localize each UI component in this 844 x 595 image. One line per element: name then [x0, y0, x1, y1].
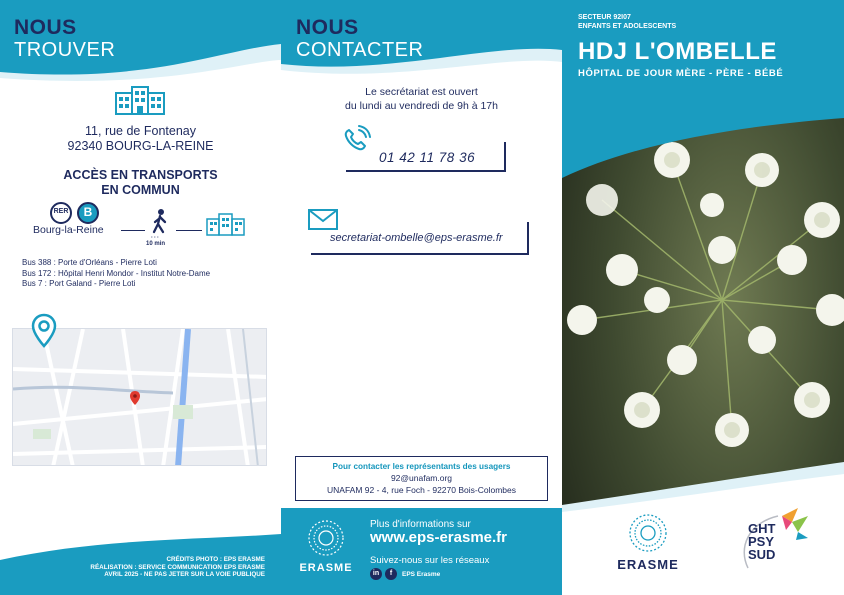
phone-icon	[341, 124, 375, 154]
social-handle: EPS Erasme	[402, 570, 441, 578]
more-info-text: Plus d'informations sur	[370, 519, 471, 530]
sector-line1: SECTEUR 92I07	[578, 14, 631, 21]
station-name: Bourg-la-Reine	[33, 224, 104, 236]
address-street: 11, rue de Fontenay	[85, 124, 196, 138]
bus-line: Bus 7 : Port Galand - Pierre Loti	[22, 279, 136, 288]
credits	[15, 556, 265, 579]
representatives-box	[295, 456, 548, 501]
facebook-icon[interactable]: f	[385, 568, 397, 580]
contact-title-line1: NOUS	[296, 16, 359, 39]
credits-notice: AVRIL 2025 - NE PAS JETER SUR LA VOIE PUBLIQUE	[104, 571, 265, 578]
cover-title: HDJ L'OMBELLE	[578, 38, 777, 65]
credits-photo: CRÉDITS PHOTO : EPS ERASME	[166, 556, 265, 563]
find-us-title-line2: TROUVER	[14, 39, 116, 61]
cover-art	[562, 0, 844, 595]
rer-label: RER	[53, 208, 69, 215]
opening-hours	[281, 86, 562, 113]
panel-cover	[562, 0, 844, 595]
bus-line: Bus 388 : Porte d'Orléans - Pierre Loti	[22, 258, 157, 267]
bus-line: Bus 172 : Hôpital Henri Mondor - Institut Notre-Dame	[22, 268, 211, 278]
social-links	[370, 568, 440, 580]
route-line-left	[121, 230, 145, 231]
linkedin-icon[interactable]: in	[370, 568, 382, 580]
follow-text: Suivez-nous sur les réseaux	[370, 555, 490, 566]
mail-icon	[307, 208, 339, 232]
sector-line2: ENFANTS ET ADOLESCENTS	[578, 22, 677, 30]
hours-line1: Le secrétariat est ouvert	[365, 86, 478, 98]
access-heading-line2: EN COMMUN	[101, 183, 180, 197]
sector-label	[578, 14, 676, 31]
panel-find-us	[0, 0, 281, 595]
ght-psy-sud-logo	[748, 522, 798, 561]
location-marker-icon	[31, 313, 57, 349]
address-city: 92340 BOURG-LA-REINE	[67, 139, 214, 153]
find-us-title-line1: NOUS	[14, 16, 77, 39]
phone-number[interactable]: 01 42 11 78 36	[379, 150, 476, 165]
ght-logo-line3: SUD	[748, 547, 776, 562]
info-footer	[281, 508, 562, 595]
representatives-title: Pour contacter les représentants des usagers	[332, 462, 511, 471]
panel-contact-us	[281, 0, 562, 595]
pedestrian-icon	[150, 208, 172, 234]
erasme-logo-icon	[624, 512, 672, 554]
walk-dots: ···	[151, 235, 160, 241]
email-address[interactable]: secretariat-ombelle@eps-erasme.fr	[330, 232, 503, 244]
representatives-email[interactable]: 92@unafam.org	[390, 473, 453, 483]
credits-production: RÉALISATION : SERVICE COMMUNICATION EPS ERASME	[90, 563, 265, 571]
building-icon-small	[205, 213, 247, 236]
hours-line2: du lundi au vendredi de 9h à 17h	[345, 99, 498, 112]
building-icon	[112, 85, 168, 115]
map-streets	[13, 329, 267, 466]
access-heading-line1: ACCÈS EN TRANSPORTS	[63, 168, 218, 182]
website-link[interactable]: www.eps-erasme.fr	[370, 529, 507, 546]
rer-line-label: B	[83, 205, 93, 219]
erasme-logo-text: ERASME	[299, 562, 353, 574]
representatives-address: UNAFAM 92 - 4, rue Foch - 92270 Bois-Colombes	[327, 485, 516, 495]
erasme-logo-icon	[303, 518, 349, 558]
ght-logo-line2: PSY	[748, 534, 775, 549]
cover-subtitle: HÔPITAL DE JOUR MÈRE - PÈRE - BÉBÉ	[578, 68, 784, 79]
contact-title-line2: CONTACTER	[296, 39, 424, 61]
erasme-logo-text: ERASME	[617, 557, 679, 572]
ght-logo-line1: GHT	[748, 521, 776, 536]
route-line-right	[176, 230, 202, 231]
bus-list	[22, 258, 210, 290]
map-pin-icon	[130, 391, 140, 405]
walk-time: 10 min	[146, 241, 166, 247]
